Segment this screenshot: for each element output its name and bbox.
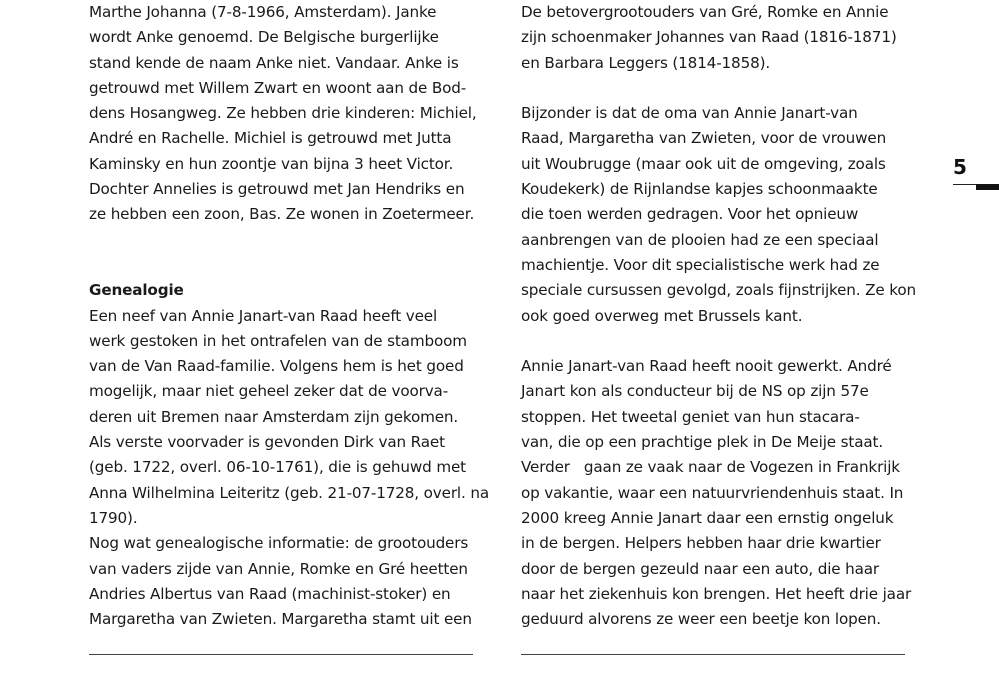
text-line: uit Woubrugge (maar ook uit de omgeving, zoals (521, 154, 886, 173)
retirement-paragraph (521, 354, 921, 632)
text-line: Annie Janart-van Raad heeft nooit gewerkt. André (521, 357, 892, 376)
text-line: Bijzonder is dat de oma van Annie Janart-van (521, 104, 858, 123)
text-line: machientje. Voor dit specialistische werk had ze (521, 255, 880, 274)
paragraph-spacer (521, 329, 921, 354)
page-tab-marker (976, 184, 999, 190)
text-line: stoppen. Het tweetal geniet van hun stacara- (521, 407, 860, 426)
text-line: speciale cursussen gevolgd, zoals fijnstrijken. Ze kon (521, 281, 916, 300)
page-number: 5 (953, 155, 967, 179)
right-column (521, 0, 921, 632)
text-line: van de Van Raad-familie. Volgens hem is het goed (89, 357, 464, 376)
text-line: Een neef van Annie Janart-van Raad heeft veel (89, 306, 438, 325)
text-line: Als verste voorvader is gevonden Dirk van Raet (89, 433, 445, 452)
paragraph-spacer (89, 228, 489, 253)
text-line: ook goed overweg met Brussels kant. (521, 306, 803, 325)
text-line: Nog wat genealogische informatie: de grootouders (89, 534, 469, 553)
text-line: op vakantie, waar een natuurvriendenhuis staat. In (521, 483, 904, 502)
intro-paragraph (89, 0, 489, 228)
text-line: Kaminsky en hun zoontje van bijna 3 heet Victor. (89, 154, 454, 173)
paragraph-spacer (521, 76, 921, 101)
text-line: geduurd alvorens ze weer een beetje kon lopen. (521, 610, 881, 629)
text-line: zijn schoenmaker Johannes van Raad (1816-1871) (521, 28, 897, 47)
section-heading: Genealogie (89, 281, 184, 300)
text-line: Dochter Annelies is getrouwd met Jan Hendriks en (89, 180, 465, 199)
text-line: van vaders zijde van Annie, Romke en Gré heetten (89, 559, 468, 578)
text-line: mogelijk, maar niet geheel zeker dat de voorva- (89, 382, 449, 401)
text-line: ze hebben een zoon, Bas. Ze wonen in Zoetermeer. (89, 205, 475, 224)
grandmother-paragraph (521, 101, 921, 329)
text-line: Verder gaan ze vaak naar de Vogezen in Frankrijk (521, 458, 900, 477)
footer-rule-right (521, 654, 905, 655)
left-column (89, 0, 489, 632)
text-line: Margaretha van Zwieten. Margaretha stamt uit een (89, 610, 472, 629)
paragraph-spacer (89, 253, 489, 278)
page-tab-rule (953, 184, 976, 185)
text-line: getrouwd met Willem Zwart en woont aan de Bod- (89, 78, 467, 97)
text-line: 1790). (89, 508, 138, 527)
text-line: Marthe Johanna (7-8-1966, Amsterdam). Janke (89, 3, 437, 21)
text-line: stand kende de naam Anke niet. Vandaar. Anke is (89, 53, 459, 72)
text-line: Andries Albertus van Raad (machinist-stoker) en (89, 584, 451, 603)
text-line: Koudekerk) de Rijnlandse kapjes schoonmaakte (521, 180, 878, 199)
text-line: 2000 kreeg Annie Janart daar een ernstig ongeluk (521, 508, 894, 527)
text-line: door de bergen gezeuld naar een auto, die haar (521, 559, 880, 578)
text-line: in de bergen. Helpers hebben haar drie kwartier (521, 534, 881, 553)
text-line: (geb. 1722, overl. 06-10-1761), die is gehuwd met (89, 458, 466, 477)
text-line: De betovergrootouders van Gré, Romke en Annie (521, 3, 889, 21)
genealogy-section (89, 278, 489, 632)
text-line: aanbrengen van de plooien had ze een speciaal (521, 230, 879, 249)
text-line: Anna Wilhelmina Leiteritz (geb. 21-07-1728, overl. na (89, 483, 489, 502)
text-line: deren uit Bremen naar Amsterdam zijn gekomen. (89, 407, 459, 426)
text-line: naar het ziekenhuis kon brengen. Het heeft drie jaar (521, 584, 912, 603)
text-line: Janart kon als conducteur bij de NS op zijn 57e (521, 382, 869, 401)
text-line: Raad, Margaretha van Zwieten, voor de vrouwen (521, 129, 887, 148)
text-line: van, die op een prachtige plek in De Meije staat. (521, 433, 884, 452)
text-line: die toen werden gedragen. Voor het opnieuw (521, 205, 859, 224)
text-line: en Barbara Leggers (1814-1858). (521, 53, 771, 72)
text-line: wordt Anke genoemd. De Belgische burgerlijke (89, 28, 439, 47)
footer-rule-left (89, 654, 473, 655)
ancestors-paragraph (521, 0, 921, 76)
text-line: André en Rachelle. Michiel is getrouwd met Jutta (89, 129, 452, 148)
text-line: dens Hosangweg. Ze hebben drie kinderen: Michiel, (89, 104, 477, 123)
text-line: werk gestoken in het ontrafelen van de stamboom (89, 331, 467, 350)
